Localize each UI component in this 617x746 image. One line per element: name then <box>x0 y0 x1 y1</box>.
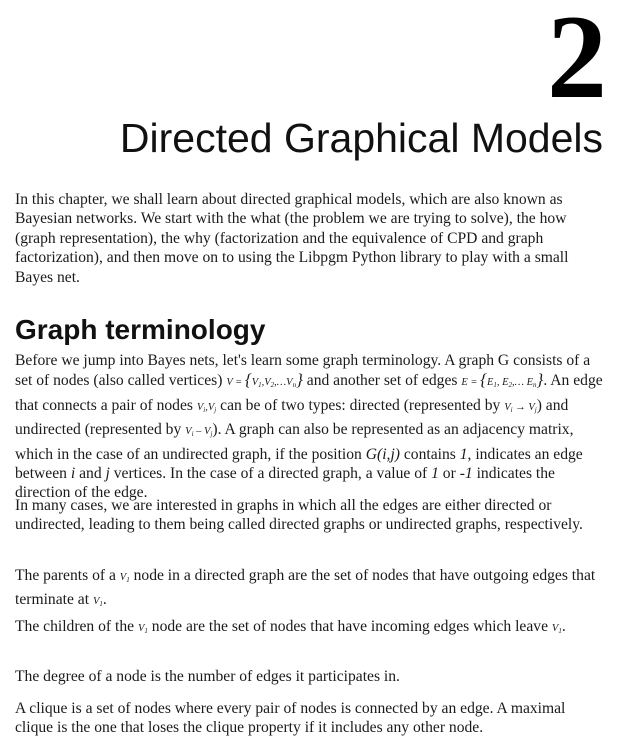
math-vertex-set: $V = \{V_1,V_2,\dots V_n\}$ <box>226 370 303 390</box>
text: Before we jump into Bayes nets, let's learn some graph terminology. A graph G consists of a set of nodes (also called vertices) <box>15 352 591 390</box>
intro-paragraph: In this chapter, we shall learn about directed graphical models, which are also known as Bayesian networks. We start with the what (the problem we are trying to solve), the how (graph representation), the why (factorization and the equivalence of CPD and graph factorization), and then move on to using the Libpgm Python library to play with a small Bayes net. <box>15 191 569 286</box>
text: and <box>75 465 106 483</box>
paragraph-children <box>15 617 607 641</box>
math-one: 1 <box>431 465 439 483</box>
text: indicates the direction of the edge. <box>15 465 555 502</box>
math-directed-edge: $V_i \to V_j$ <box>504 401 537 414</box>
chapter-title: Directed Graphical Models <box>119 115 603 161</box>
math-undirected-edge: $V_i - V_j$ <box>185 426 213 439</box>
math-neg-one: -1 <box>459 465 473 483</box>
text: ). A graph can also be represented as an adjacency matrix, which in the case of an undirected graph, if the position <box>15 421 574 463</box>
math-j: j <box>105 465 110 483</box>
paragraph-directed-undirected: In many cases, we are interested in graphs in which all the edges are either directed or undirected, leading to them being called directed graphs or undirected graphs, respectively. <box>15 497 583 534</box>
math-node: $V_1$ <box>551 623 562 635</box>
text: vertices. In the case of a directed graph, a value of <box>109 465 432 483</box>
text: The children of the <box>15 618 138 635</box>
math-one: 1 <box>459 445 468 463</box>
paragraph-parents <box>15 566 607 615</box>
text: , indicates an edge between <box>15 445 583 483</box>
math-node: $V_1$ <box>137 623 148 635</box>
text: . <box>561 618 566 635</box>
math-node: $V_1$ <box>119 572 130 584</box>
text: or <box>438 465 460 483</box>
text: and another set of edges <box>302 372 462 390</box>
text: contains <box>399 445 460 463</box>
text: node in a directed graph are the set of nodes that have outgoing edges that terminate at <box>15 567 596 609</box>
text: node are the set of nodes that have incoming edges which leave <box>147 618 552 635</box>
text: The parents of a <box>15 567 120 584</box>
paragraph-degree: The degree of a node is the number of edges it participates in. <box>15 668 400 685</box>
math-edge-set: $E = \{E_1$, $E_2,\dots$ $E_n$} <box>461 370 544 390</box>
paragraph-clique: A clique is a set of nodes where every pair of nodes is connected by an edge. A maximal clique is the one that loses the clique property if it includes any other node. <box>15 700 566 737</box>
math-node-pair: $V_i,V_j$ <box>196 401 217 414</box>
math-position: G(i,j) <box>365 445 400 463</box>
text: . <box>102 591 107 609</box>
text: can be of two types: directed (represented by <box>216 396 505 414</box>
chapter-number: 2 <box>547 0 607 123</box>
section-heading: Graph terminology <box>15 314 266 345</box>
math-i: i <box>70 465 76 483</box>
paragraph-graph-definition <box>15 351 607 503</box>
text: ) and undirected (represented by <box>15 396 569 439</box>
text: . An edge that connects a pair of nodes <box>15 372 603 414</box>
math-node: $V_1$ <box>92 596 103 609</box>
